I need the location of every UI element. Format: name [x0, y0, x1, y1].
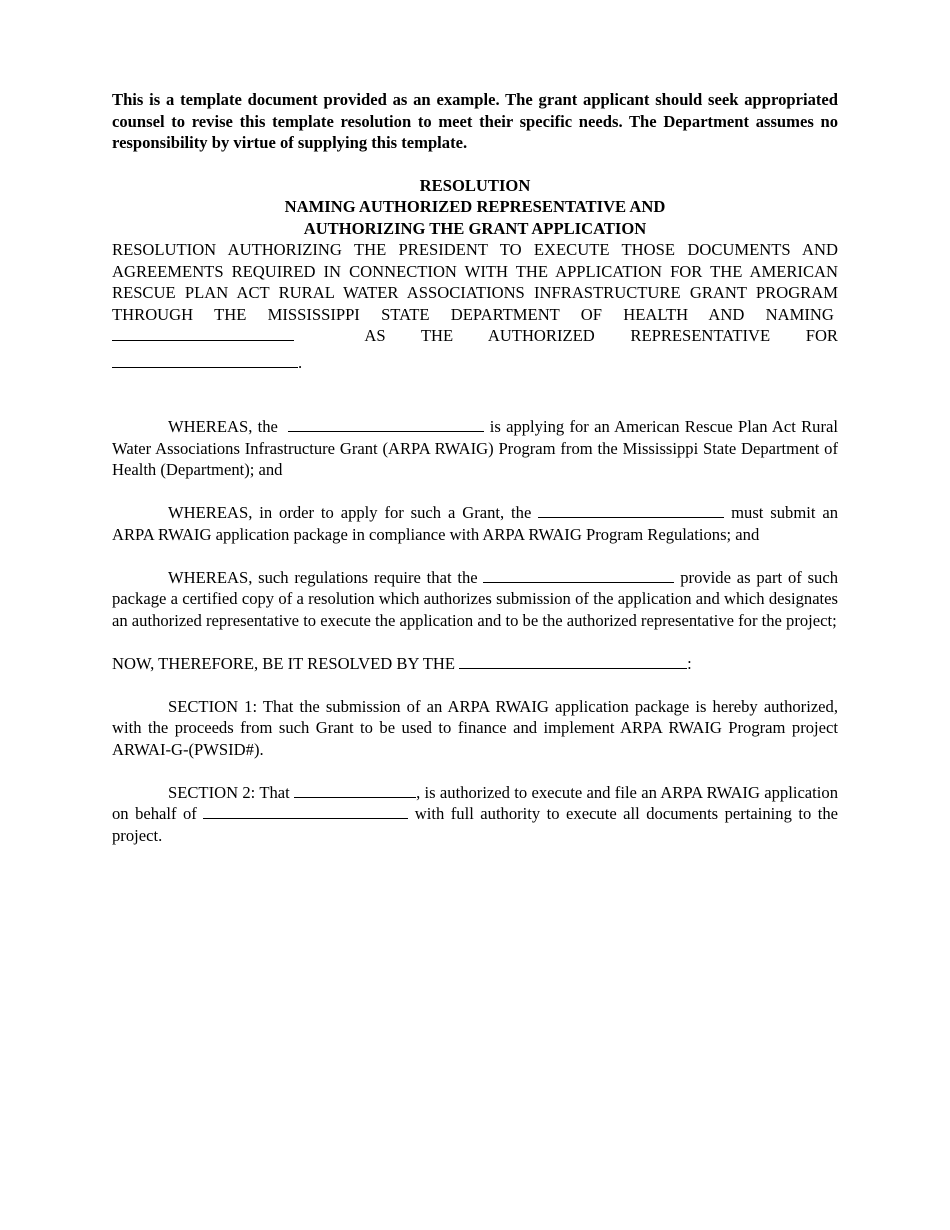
title-line-2: NAMING AUTHORIZED REPRESENTATIVE AND [284, 197, 666, 216]
resolving-body-blank[interactable] [459, 654, 687, 669]
whereas-3-text-2: provide as part of such package a certified copy of a resolution which authorizes submission of the application and which designates an authorized representative to execute the application and to be the authorized representative for the project; [112, 567, 838, 630]
preamble-text-1: RESOLUTION AUTHORIZING THE PRESIDENT TO EXECUTE THOSE DOCUMENTS AND AGREEMENTS REQUIRED IN CONNECTION WITH THE APPLICATION FOR THE AMERICAN RESCUE PLAN ACT RURAL WATER ASSOCIATIONS INFRASTRUCTURE GRANT PROGRAM THROUGH THE MISSISSIPPI STATE DEPARTMENT OF HEALTH AND NAMING [112, 240, 838, 324]
preamble-text-3: . [298, 352, 303, 372]
organization-name-blank[interactable] [112, 353, 298, 368]
document-title [112, 175, 838, 240]
section-2 [112, 782, 838, 847]
applicant-name-blank-3[interactable] [483, 568, 674, 583]
applicant-name-blank-2[interactable] [538, 503, 724, 518]
whereas-paragraph-1 [112, 416, 838, 481]
resolved-clause [112, 653, 838, 675]
resolution-preamble [112, 239, 838, 373]
section-2-text-1: SECTION 2: That [168, 782, 290, 802]
whereas-paragraph-3 [112, 567, 838, 632]
representative-name-blank[interactable] [112, 326, 294, 341]
whereas-paragraph-2 [112, 502, 838, 545]
applicant-name-blank-4[interactable] [203, 804, 408, 819]
disclaimer-text: This is a template document provided as an example. The grant applicant should seek appropriated counsel to revise this template resolution to meet their specific needs. The Department assumes no responsibility by virtue of supplying this template. [112, 90, 838, 152]
whereas-2-text-2: must submit an ARPA RWAIG application package in compliance with ARPA RWAIG Program Regulations; and [112, 503, 838, 544]
section-2-text-3: with full authority to execute all documents pertaining to the project. [112, 804, 838, 845]
applicant-name-blank-1[interactable] [288, 417, 484, 432]
title-line-3: AUTHORIZING THE GRANT APPLICATION [303, 218, 647, 238]
section-2-text-2: , is authorized to execute and file an ARPA RWAIG application on behalf of [112, 782, 838, 823]
whereas-1-text-2: is applying for an American Rescue Plan Act Rural Water Associations Infrastructure Grant (ARPA RWAIG) Program from the Mississippi State Department of Health (Department); and [112, 417, 838, 479]
authorized-person-blank[interactable] [294, 783, 416, 798]
resolved-text-1: NOW, THEREFORE, BE IT RESOLVED BY THE [112, 653, 455, 673]
document-page [112, 89, 838, 846]
whereas-3-text-1: WHEREAS, such regulations require that the [168, 567, 478, 587]
whereas-1-text-1: WHEREAS, the [168, 417, 278, 436]
preamble-text-2: AS THE AUTHORIZED REPRESENTATIVE FOR [364, 326, 839, 345]
title-line-1: RESOLUTION [419, 175, 531, 195]
section-1: SECTION 1: That the submission of an ARPA RWAIG application package is hereby authorized, with the proceeds from such Grant to be used to finance and implement ARPA RWAIG Program project ARWAI-G-(PWSID#). [112, 696, 838, 759]
resolved-text-2: : [687, 653, 692, 673]
whereas-2-text-1: WHEREAS, in order to apply for such a Grant, the [168, 503, 532, 522]
